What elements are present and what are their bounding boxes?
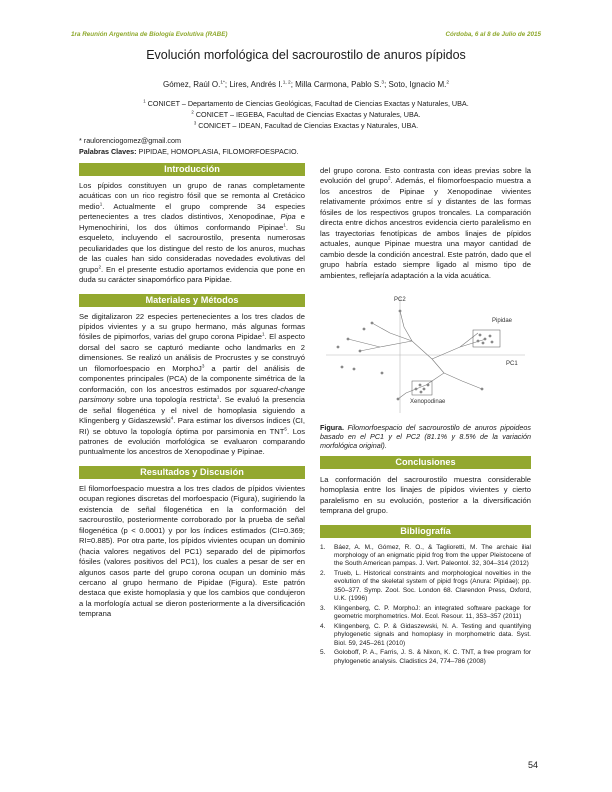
author: Gómez, Raúl O. <box>162 80 221 89</box>
phylomorphospace-figure <box>320 289 531 417</box>
introduction-paragraph: Los pípidos constituyen un grupo de ranas completamente acuáticas con un rico registro fósil que se remonta al Cretácico medio$^1$. Actualmente el grupo comprende 34 especies pertenecientes a tres clados distintivos, Xenopodinae, Pipa e Hymenochirini, los dos últimos conformando Pipinae$^1$. Su esqueleto, incluyendo el sacrourostilo, presenta numerosas peculiaridades que los distingue del resto de los anuros, muchas de las cuales han sido consideradas novedades evolutivas del grupo$^2$. En el presente estudio aportamos evidencia que pone en duda su carácter sinapomórfico para Pipidae. <box>79 181 305 285</box>
author-affiliation-mark: 1* <box>220 80 225 86</box>
keywords: Palabras Claves: PIPIDAE, HOMOPLASIA, FILOMORFOESPACIO. <box>79 147 299 156</box>
corresponding-email: * raulorenciogomez@gmail.com <box>79 136 181 145</box>
author-affiliation-mark: 2 <box>446 80 450 86</box>
reference-item: 3. Klingenberg, C. P. MorphoJ: an integrated software package for geometric morphometrics. Mol. Ecol. Resour. 11, 353–357 (2011) <box>320 604 531 621</box>
page-number: 54 <box>528 760 539 770</box>
author: Milla Carmona, Pablo S. <box>295 80 382 89</box>
pipidae-label: Pipidae <box>492 317 513 324</box>
conference-date-header: Córdoba, 6 al 8 de Julio de 2015 <box>445 31 541 38</box>
section-header-results: Resultados y Discusión <box>79 466 305 479</box>
figure-caption: Figura. Filomorfoespacio del sacrourostilo de anuros pipoideos basado en el PC1 y el PC2 (81.1% y 8.5% de la variación morfológica original). <box>320 422 531 450</box>
reference-item: 4. Klingenberg, C. P. & Gidaszewski, N. A. Testing and quantifying phylogenetic signals and homoplasy in morphometric data. Syst. Biol. 59, 245–261 (2010) <box>320 622 531 647</box>
results-paragraph-continued: del grupo corona. Esto contrasta con ideas previas sobre la evolución del grupo$^2$. Además, el filomorfoespacio muestra a los ancestros de Pipinae y Xenopodinae vivientes relativamente próximos entre sí y distantes de las formas fósiles de los respectivos grupos troncales. La comparación directa entre dichos ancestros evidencia cierto paralelismo en las trayectorias fenotípicas de ambos linajes de pípidos actuales, aunque Pipinae muestra una mayor cantidad de cambio desde la condición ancestral. Este patrón, dado que el grupo habría estado siempre ligado al mismo tipo de ambientes, reflejaría adaptación a la vida acuática. <box>320 166 531 280</box>
author-list: Gómez, Raúl O.$^{1*}$; Lires, Andrés I.$^{1, 2}$; Milla Carmona, Pablo S.$^3$; Soto, Ignacio M.$^2$ <box>162 80 450 89</box>
section-header-bibliography: Bibliografía <box>320 525 531 538</box>
reference-list <box>320 544 531 666</box>
affiliation: $^3$ CONICET – IDEAN, Facultad de Ciencias Exactas y Naturales, UBA. <box>193 120 419 130</box>
author-affiliation-mark: 3 <box>381 80 385 86</box>
left-column <box>79 163 305 620</box>
author: Lires, Andrés I. <box>229 80 283 89</box>
reference-item: 2. Trueb, L. Historical constraints and morphological novelties in the evolution of the skeletal system of pipid frogs (Anura: Pipidae); pp. 350–377. Symp. Zool. Soc. London 68. Clarendon Press, Oxford, U.K. (1996) <box>320 570 531 603</box>
pc1-axis-label: PC1 <box>506 360 518 367</box>
methods-paragraph: Se digitalizaron 22 especies pertenecientes a los tres clados de pípidos vivientes y a su grupo hermano, más algunas formas fósiles de pipimorfos, varias del grupo corona Pipidae$^1$. El aspecto dorsal del sacro se capturó mediante ocho landmarks en 2 dimensiones. Se realizó un análisis de Procrustes y se construyó un filomorfoespacio en MorphoJ$^3$ a partir del análisis de componentes principales (PCA) de la componente simétrica de la conformación, con los ancestros estimados por squared-change parsimony sobre una topología restricta$^1$. Se evaluó la presencia de señal filogenética y el nivel de homoplasia siguiendo a Klingenberg y Gidaszewski$^4$. Para estimar los diversos índices (CI, RI) se obtuvo la topología óptima por parsimonia en TNT$^5$. Los patrones de evolución morfológica se evaluaron comparando puntualmente los ancestros de Xenopodinae y Pipinae. <box>79 311 305 457</box>
section-header-conclusions: Conclusiones <box>320 456 531 469</box>
right-column <box>320 166 531 667</box>
pc2-axis-label: PC2 <box>394 296 406 303</box>
results-paragraph: El filomorfoespacio muestra a los tres clados de pípidos vivientes ocupan regiones discretas del morfoespacio (Figura), sugiriendo la existencia de señal filogenética en la conformación del sacrourostilo, posteriormente corroborado por la prueba de señal filogenética (p < 0.0001) y por los índices estimados (CI=0.369; RI=0.885). Por otra parte, los pípidos vivientes ocupan un dominio (hacia valores negativos del PC1) separado del de pipimorfos fósiles (valores positivos del PC1), los cuales a pesar de ser en algunos casos parte del grupo corona ocupan un dominio más cercano al grupo hermano de Pipidae (Figura). Este patrón destaca que existe homoplasia y que los cambios que condujeron a la morfología actual se dieron posteriormente a la diversificación temprana <box>79 483 305 619</box>
author: Soto, Ignacio M. <box>388 80 447 89</box>
paper-title: Evolución morfológica del sacrourostilo de anuros pípidos <box>146 48 466 62</box>
affiliation: $^1$ CONICET – Departamento de Ciencias Geológicas, Facultad de Ciencias Exactas y Naturales, UBA. <box>143 98 469 108</box>
section-header-methods: Materiales y Métodos <box>79 294 305 307</box>
reference-item: 1. Báez, A. M., Gómez, R. O., & Taglioretti, M. The archaic ilial morphology of an enigmatic pipid frog from the upper Pleistocene of the South American pampas. J. Vert. Paleontol. 32, 304–314 (2012) <box>320 543 531 568</box>
xenopodinae-label: Xenopodinae <box>410 398 446 405</box>
author-affiliation-mark: 1, 2 <box>282 80 291 86</box>
conference-header: 1ra Reunión Argentina de Biología Evolutiva (RABE) <box>71 31 228 38</box>
affiliation: $^2$ CONICET – IEGEBA, Facultad de Ciencias Exactas y Naturales, UBA. <box>191 109 421 119</box>
conclusions-paragraph: La conformación del sacrourostilo muestra considerable homoplasia entre los linajes de pípidos vivientes y cierto paralelismo en su evolución, posterior a la diversificación temprana del grupo. <box>320 474 531 516</box>
reference-item: 5. Goloboff, P. A., Farris, J. S. & Nixon, K. C. TNT, a free program for phylogenetic analysis. Cladistics 24, 774–786 (2008) <box>320 649 531 665</box>
section-header-introduction: Introducción <box>79 163 305 176</box>
